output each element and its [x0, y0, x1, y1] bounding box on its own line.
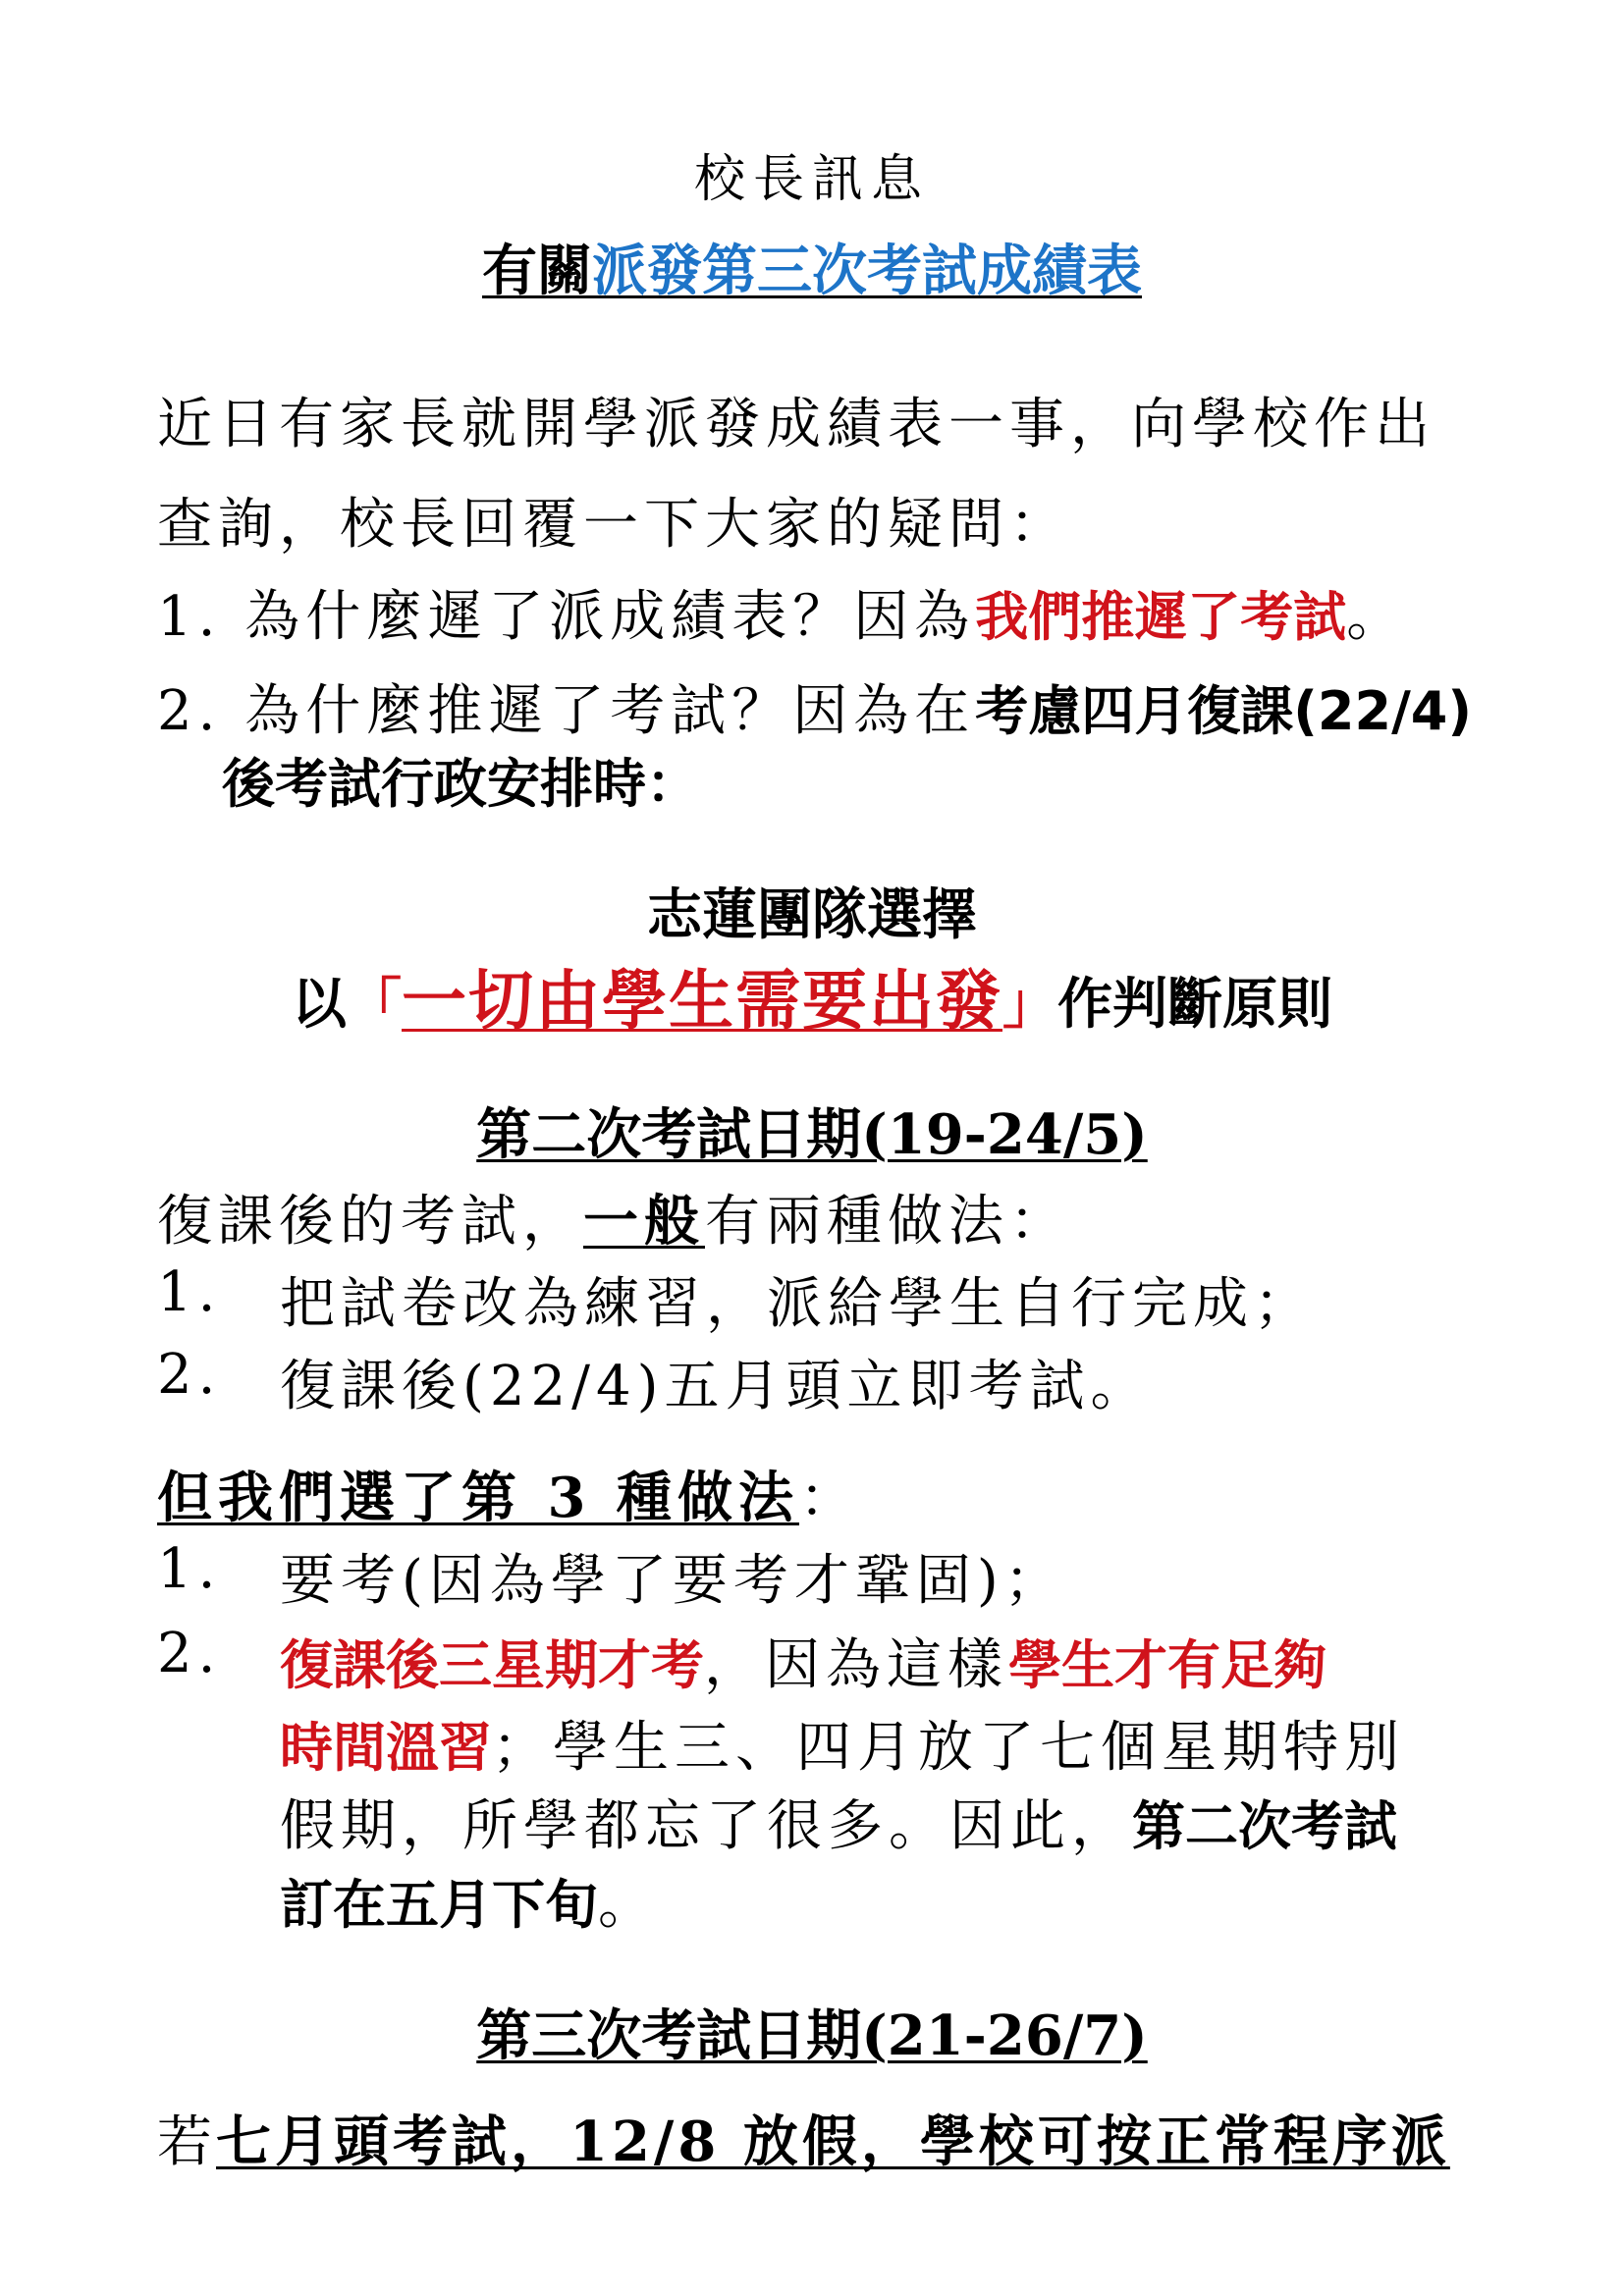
exam3-line [157, 2099, 1450, 2177]
principle-line-2 [0, 948, 1624, 1041]
exam2-choice-1-number: 1. [157, 1537, 222, 1601]
question-1 [157, 573, 1407, 652]
exam2-item-1-number: 1. [157, 1260, 222, 1324]
principle-quote: 一切由學生需要出發 [402, 963, 1002, 1039]
principle-close-bracket: 」 [1002, 973, 1057, 1037]
intro-line-1: 近日有家長就開學派發成績表一事，向學校作出 [157, 393, 1435, 456]
page-kicker: 校長訊息 [693, 150, 930, 209]
intro-line-2: 查詢，校長回覆一下大家的疑問： [157, 493, 1070, 557]
exam2-item-2: 復課後(22/4)五月頭立即考試。 [280, 1355, 1152, 1418]
question-2-continuation: 後考試行政安排時： [222, 753, 699, 815]
exam2-choice-2-bold-1: 第二次考試 [1132, 1795, 1397, 1857]
question-2 [157, 667, 1472, 746]
exam2-choice-2-line-4 [280, 1861, 659, 1940]
question-1-emphasis: 我們推遲了考試 [975, 586, 1347, 648]
exam2-choice-2-mid: ，因為這樣 [704, 1633, 1008, 1697]
exam2-intro [157, 1178, 1070, 1256]
question-1-number: 1. [157, 585, 222, 649]
exam2-choice-2-line-1 [280, 1622, 1326, 1700]
title-main: 派發第三次考試成績表 [592, 240, 1142, 303]
exam2-choice-2-bold-2: 訂在五月下旬 [280, 1874, 598, 1936]
principle-line-1: 志蓮團隊選擇 [647, 883, 977, 947]
exam2-choice-colon: ： [798, 1467, 860, 1530]
exam2-choice-2-red-2: 學生才有足夠 [1008, 1634, 1326, 1696]
exam3-heading: 第三次考試日期(21-26/7) [476, 2003, 1148, 2068]
exam2-choice-2-red-3: 時間溫習 [280, 1717, 492, 1779]
exam2-choice-2-line-2 [280, 1704, 1405, 1783]
question-2-emphasis: 考慮四月復課(22/4) [975, 680, 1473, 742]
exam2-choice-2-number: 2. [157, 1622, 222, 1685]
principle-suffix: 作判斷原則 [1057, 973, 1332, 1037]
exam3-line-a: 若 [157, 2110, 216, 2174]
exam2-intro-general: 一般 [583, 1189, 705, 1254]
page-title [0, 228, 1624, 306]
exam2-choice [157, 1455, 860, 1533]
exam2-choice-2-red-1: 復課後三星期才考 [280, 1634, 704, 1696]
question-2-text: 為什麼推遲了考試？因為在 [244, 679, 976, 743]
exam2-choice-text: 但我們選了第 3 種做法 [157, 1466, 799, 1530]
principle-prefix: 以 [292, 973, 347, 1037]
exam2-item-2-number: 2. [157, 1343, 222, 1407]
title-prefix: 有關 [482, 240, 592, 303]
exam2-intro-c: 有兩種做法： [705, 1190, 1070, 1254]
question-1-end: 。 [1346, 585, 1408, 649]
exam2-heading: 第二次考試日期(19-24/5) [476, 1102, 1148, 1167]
exam2-choice-2-rest-2: 假期，所學都忘了很多。因此， [280, 1794, 1132, 1858]
exam3-line-b: 七月頭考試，12/8 放假，學校可按正常程序派 [216, 2109, 1450, 2174]
exam2-choice-2-end: 。 [598, 1873, 659, 1937]
exam2-choice-2-line-3 [280, 1783, 1397, 1861]
principle-open-bracket: 「 [347, 973, 402, 1037]
question-1-text: 為什麼遲了派成績表？因為 [244, 585, 976, 649]
exam2-choice-1: 要考(因為學了要考才鞏固)； [280, 1549, 1065, 1613]
exam2-intro-a: 復課後的考試， [157, 1190, 583, 1254]
question-2-number: 2. [157, 679, 222, 743]
exam2-choice-2-rest-1: ；學生三、四月放了七個星期特別 [492, 1716, 1405, 1780]
exam2-item-1: 把試卷改為練習，派給學生自行完成； [280, 1272, 1315, 1336]
